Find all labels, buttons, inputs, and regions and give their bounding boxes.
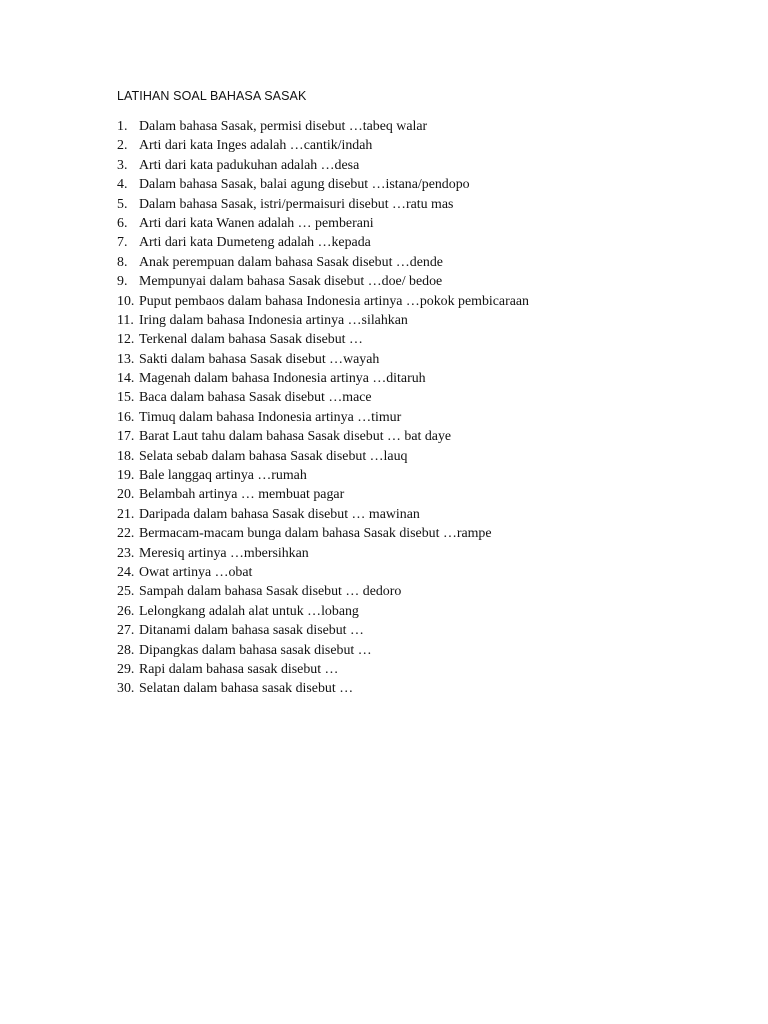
question-item xyxy=(117,311,529,330)
question-number: 24. xyxy=(117,564,135,580)
question-number: 13. xyxy=(117,351,135,367)
question-text: Mempunyai dalam bahasa Sasak disebut …doe/ bedoe xyxy=(139,274,443,290)
question-number: 6. xyxy=(117,215,128,231)
question-text: Lelongkang adalah alat untuk …lobang xyxy=(139,603,359,619)
question-text: Arti dari kata Dumeteng adalah …kepada xyxy=(139,235,371,251)
question-item xyxy=(117,330,529,349)
question-text: Barat Laut tahu dalam bahasa Sasak disebut … bat daye xyxy=(139,429,452,445)
question-number: 23. xyxy=(117,545,135,561)
question-number: 5. xyxy=(117,196,128,212)
question-number: 19. xyxy=(117,468,135,484)
question-number: 12. xyxy=(117,332,135,348)
question-item xyxy=(117,253,529,272)
question-text: Rapi dalam bahasa sasak disebut … xyxy=(139,661,339,677)
question-item xyxy=(117,660,529,679)
question-text: Selatan dalam bahasa sasak disebut … xyxy=(139,681,354,697)
question-item xyxy=(117,388,529,407)
question-number: 4. xyxy=(117,177,128,193)
question-number: 27. xyxy=(117,623,135,639)
question-number: 1. xyxy=(117,119,128,134)
question-text: Baca dalam bahasa Sasak disebut …mace xyxy=(139,390,372,406)
question-text: Daripada dalam bahasa Sasak disebut … mawinan xyxy=(139,506,420,522)
question-text: Magenah dalam bahasa Indonesia artinya …ditaruh xyxy=(139,371,426,387)
question-text: Dalam bahasa Sasak, permisi disebut …tabeq walar xyxy=(139,119,428,134)
question-item xyxy=(117,292,529,311)
question-number: 16. xyxy=(117,409,135,425)
question-item xyxy=(117,195,529,214)
question-item xyxy=(117,117,529,136)
question-text: Sakti dalam bahasa Sasak disebut …wayah xyxy=(139,351,380,367)
question-item xyxy=(117,582,529,601)
question-number: 28. xyxy=(117,642,135,658)
question-text: Arti dari kata padukuhan adalah …desa xyxy=(139,157,360,173)
question-text: Selata sebab dalam bahasa Sasak disebut …lauq xyxy=(139,448,408,464)
question-number: 3. xyxy=(117,157,128,173)
question-number: 14. xyxy=(117,371,135,387)
question-item xyxy=(117,175,529,194)
question-number: 21. xyxy=(117,506,135,522)
question-number: 10. xyxy=(117,293,135,309)
question-number: 26. xyxy=(117,603,135,619)
question-item xyxy=(117,447,529,466)
question-number: 2. xyxy=(117,138,128,154)
question-number: 22. xyxy=(117,526,135,542)
question-text: Meresiq artinya …mbersihkan xyxy=(139,545,309,561)
question-item xyxy=(117,505,529,524)
question-item xyxy=(117,641,529,660)
question-item xyxy=(117,544,529,563)
question-item xyxy=(117,524,529,543)
question-item xyxy=(117,485,529,504)
question-text: Arti dari kata Wanen adalah … pemberani xyxy=(139,215,374,231)
question-text: Iring dalam bahasa Indonesia artinya …silahkan xyxy=(139,312,408,328)
question-item xyxy=(117,621,529,640)
question-text: Dipangkas dalam bahasa sasak disebut … xyxy=(139,642,372,658)
document-title: LATIHAN SOAL BAHASA SASAK xyxy=(117,89,307,103)
question-number: 7. xyxy=(117,235,128,251)
question-number: 25. xyxy=(117,584,135,600)
question-number: 29. xyxy=(117,661,135,677)
question-text: Bermacam-macam bunga dalam bahasa Sasak disebut …rampe xyxy=(139,526,492,542)
question-number: 15. xyxy=(117,390,135,406)
question-text: Owat artinya …obat xyxy=(139,564,253,580)
question-item xyxy=(117,679,529,698)
question-item xyxy=(117,233,529,252)
question-number: 30. xyxy=(117,681,135,697)
question-item xyxy=(117,563,529,582)
question-item xyxy=(117,136,529,155)
question-text: Terkenal dalam bahasa Sasak disebut … xyxy=(139,332,363,348)
question-item xyxy=(117,156,529,175)
question-list xyxy=(117,117,529,699)
question-number: 9. xyxy=(117,274,128,290)
question-item xyxy=(117,369,529,388)
question-item xyxy=(117,214,529,233)
question-item xyxy=(117,350,529,369)
question-text: Dalam bahasa Sasak, balai agung disebut …istana/pendopo xyxy=(139,177,470,193)
question-item xyxy=(117,602,529,621)
question-item xyxy=(117,427,529,446)
question-text: Anak perempuan dalam bahasa Sasak disebut …dende xyxy=(139,254,443,270)
question-item xyxy=(117,408,529,427)
question-text: Puput pembaos dalam bahasa Indonesia artinya …pokok pembicaraan xyxy=(139,293,529,309)
question-text: Belambah artinya … membuat pagar xyxy=(139,487,345,503)
question-text: Bale langgaq artinya …rumah xyxy=(139,468,307,484)
question-text: Ditanami dalam bahasa sasak disebut … xyxy=(139,623,364,639)
question-text: Sampah dalam bahasa Sasak disebut … dedoro xyxy=(139,584,402,600)
question-number: 8. xyxy=(117,254,128,270)
question-text: Arti dari kata Inges adalah …cantik/indah xyxy=(139,138,373,154)
question-number: 18. xyxy=(117,448,135,464)
question-item xyxy=(117,466,529,485)
question-number: 17. xyxy=(117,429,135,445)
question-text: Timuq dalam bahasa Indonesia artinya …timur xyxy=(139,409,402,425)
question-text: Dalam bahasa Sasak, istri/permaisuri disebut …ratu mas xyxy=(139,196,454,212)
question-item xyxy=(117,272,529,291)
question-number: 20. xyxy=(117,487,135,503)
question-number: 11. xyxy=(117,312,134,328)
